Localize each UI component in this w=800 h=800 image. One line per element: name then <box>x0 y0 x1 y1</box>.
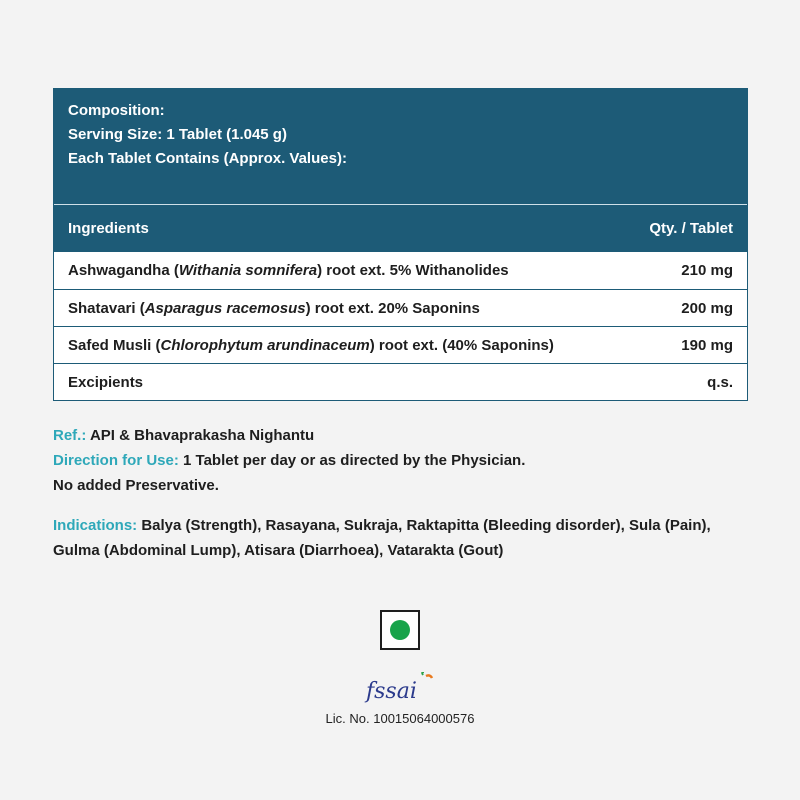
ref-label: Ref.: <box>53 427 87 444</box>
preservative-line: No added Preservative. <box>53 477 219 494</box>
ingredient-name: Ashwagandha (Withania somnifera) root ext. 5% Withanolides <box>68 262 509 279</box>
ingredient-qty: 190 mg <box>681 336 733 354</box>
info-block <box>53 423 525 498</box>
direction-line <box>53 448 525 473</box>
license-number: Lic. No. 10015064000576 <box>325 711 475 726</box>
table-row <box>54 326 747 363</box>
table-row <box>54 363 747 400</box>
table-row <box>54 252 747 289</box>
composition-heading: Composition: <box>68 102 165 119</box>
ref-line <box>53 423 525 448</box>
ingredient-qty: q.s. <box>707 373 733 391</box>
col-ingredients: Ingredients <box>68 220 149 237</box>
table-row <box>54 289 747 326</box>
ingredient-name: Excipients <box>68 373 144 391</box>
each-tablet-contains: Each Tablet Contains (Approx. Values): <box>68 150 347 167</box>
direction-value: 1 Tablet per day or as directed by the Physician. <box>183 452 526 469</box>
serving-size: Serving Size: 1 Tablet (1.045 g) <box>68 126 287 143</box>
direction-label: Direction for Use: <box>53 452 179 469</box>
veg-dot <box>390 620 410 640</box>
col-qty: Qty. / Tablet <box>649 220 733 237</box>
veg-mark-icon <box>380 610 420 650</box>
indications-label: Indications: <box>53 517 138 534</box>
ingredient-qty: 210 mg <box>681 262 733 279</box>
composition-table <box>53 88 748 401</box>
indications-value: Balya (Strength), Rasayana, Sukraja, Raktapitta (Bleeding disorder), Sula (Pain), Gulma (Abdominal Lump), Atisara (Diarrhoea), Vatarakta (Gout) <box>53 517 711 559</box>
fssai-logo-text: fssai <box>366 679 417 704</box>
fssai-logo-icon <box>360 672 440 708</box>
table-body <box>54 252 747 400</box>
table-header-row <box>54 205 747 252</box>
ingredient-name: Shatavari (Asparagus racemosus) root ext. 20% Saponins <box>68 299 480 317</box>
ref-value: API & Bhavaprakasha Nighantu <box>89 427 315 444</box>
indications <box>53 513 753 563</box>
ingredient-qty: 200 mg <box>681 299 733 317</box>
ingredient-name: Safed Musli (Chlorophytum arundinaceum) root ext. (40% Saponins) <box>68 336 554 354</box>
composition-header <box>54 89 747 205</box>
